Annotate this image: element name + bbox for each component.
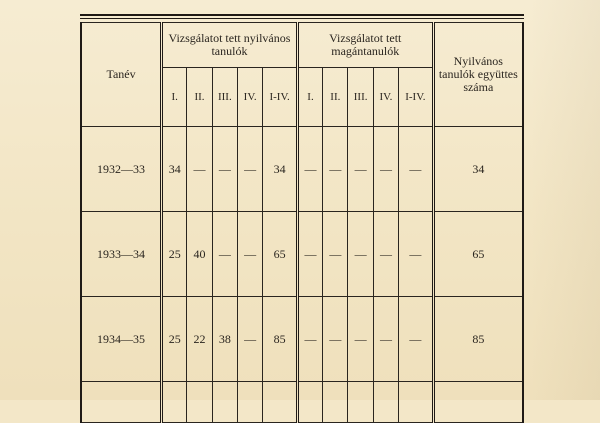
subheader-private-iv: IV. [373, 68, 398, 127]
cell-public-iv: — [238, 297, 263, 382]
cell-public-ii: 40 [187, 212, 212, 297]
subheader-public-ii: II. [187, 68, 212, 127]
cell-year: 1934—35 [81, 297, 162, 382]
cell-public-i-iv [263, 382, 298, 423]
cell-private-iii [348, 382, 373, 423]
table-top-rule-thin [80, 18, 524, 19]
subheader-public-iii: III. [212, 68, 237, 127]
table-row [81, 297, 523, 382]
subheader-public-iv: IV. [238, 68, 263, 127]
cell-public-i-iv: 65 [263, 212, 298, 297]
cell-private-ii [323, 382, 348, 423]
subheader-public-i: I. [162, 68, 187, 127]
cell-public-ii [187, 382, 212, 423]
header-private-students: Vizsgálatot tett magántanulók [297, 23, 433, 68]
cell-private-i-iv [399, 382, 434, 423]
header-school-year: Tanév [81, 23, 162, 127]
table-row [81, 212, 523, 297]
cell-year: 1933—34 [81, 212, 162, 297]
cell-public-iv: — [238, 212, 263, 297]
subheader-public-i-iv: I-IV. [263, 68, 298, 127]
cell-private-iv: — [373, 212, 398, 297]
cell-public-i: 25 [162, 297, 187, 382]
cell-private-iv: — [373, 127, 398, 212]
cell-private-iii: — [348, 127, 373, 212]
cell-private-i-iv: — [399, 297, 434, 382]
subheader-private-ii: II. [323, 68, 348, 127]
cell-public-iii: — [212, 127, 237, 212]
cell-public-iii: — [212, 212, 237, 297]
cell-public-i: 25 [162, 212, 187, 297]
cell-public-total: 85 [433, 297, 523, 382]
cell-private-ii: — [323, 127, 348, 212]
cell-public-iii: 38 [212, 297, 237, 382]
cell-private-i [297, 382, 322, 423]
subheader-private-i: I. [297, 68, 322, 127]
table-top-rule [80, 14, 524, 16]
cell-public-total: 65 [433, 212, 523, 297]
cell-public-iii [212, 382, 237, 423]
cell-private-iv [373, 382, 398, 423]
paper-shadow [530, 0, 600, 400]
cell-public-i-iv: 34 [263, 127, 298, 212]
cell-private-ii: — [323, 212, 348, 297]
subheader-private-i-iv: I-IV. [399, 68, 434, 127]
cell-private-i: — [297, 297, 322, 382]
cell-private-ii: — [323, 297, 348, 382]
cell-public-total [433, 382, 523, 423]
cell-private-i-iv: — [399, 127, 434, 212]
header-public-total: Nyilvános tanulók együttes száma [433, 23, 523, 127]
cell-public-i-iv: 85 [263, 297, 298, 382]
statistics-table-wrapper [80, 14, 524, 400]
cell-public-ii: — [187, 127, 212, 212]
cell-public-ii: 22 [187, 297, 212, 382]
subheader-private-iii: III. [348, 68, 373, 127]
cell-private-iv: — [373, 297, 398, 382]
cell-private-i: — [297, 127, 322, 212]
cell-private-iii: — [348, 212, 373, 297]
cell-public-total: 34 [433, 127, 523, 212]
cell-public-iv: — [238, 127, 263, 212]
cell-private-i: — [297, 212, 322, 297]
cell-private-i-iv: — [399, 212, 434, 297]
cell-public-i: 34 [162, 127, 187, 212]
exam-statistics-table [80, 22, 524, 423]
cell-public-i [162, 382, 187, 423]
cell-year: 1932—33 [81, 127, 162, 212]
cell-public-iv [238, 382, 263, 423]
header-public-students: Vizsgálatot tett nyilvános tanulók [162, 23, 298, 68]
cell-private-iii: — [348, 297, 373, 382]
cell-year [81, 382, 162, 423]
table-row [81, 127, 523, 212]
table-row [81, 382, 523, 423]
